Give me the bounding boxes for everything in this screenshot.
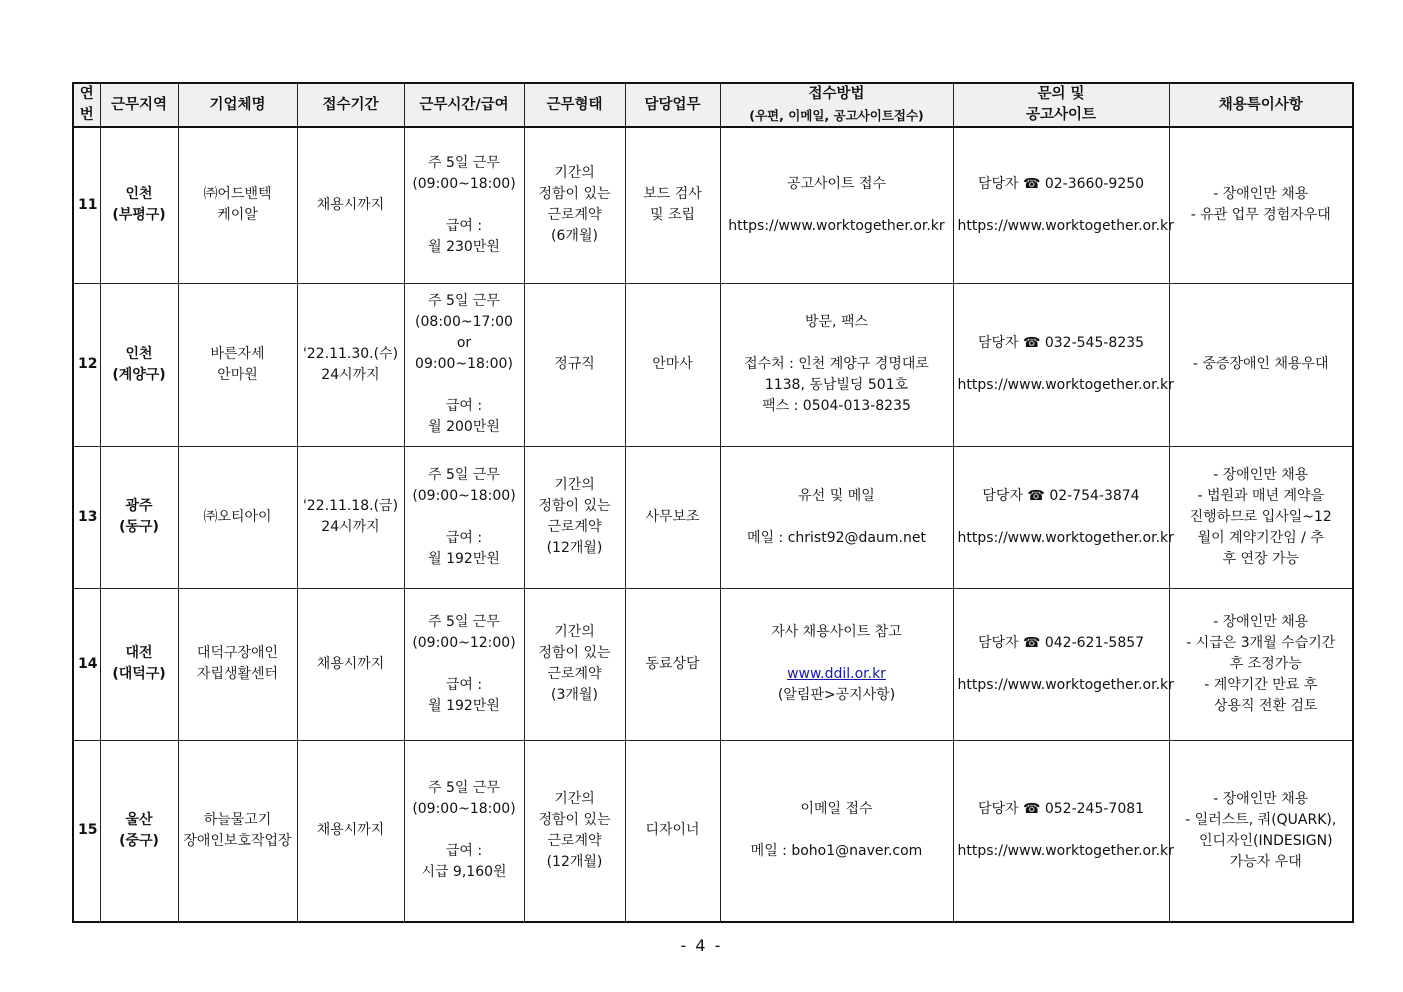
duty-cell: 디자이너 [625, 740, 720, 922]
period-cell: 채용시까지 [297, 740, 404, 922]
region-cell: 울산 (중구) [100, 740, 178, 922]
method-cell: 방문, 팩스 접수처 : 인천 계양구 경명대로 1138, 동남빌딩 501호 팩스 : 0504-013-8235 [720, 283, 953, 446]
duty-cell: 안마사 [625, 283, 720, 446]
job-listings-table [72, 82, 1354, 923]
table-row [73, 588, 1353, 740]
hours-cell: 주 5일 근무 (09:00~18:00) 급여 : 시급 9,160원 [404, 740, 524, 922]
period-cell: 채용시까지 [297, 588, 404, 740]
header-company: 기업체명 [178, 83, 297, 127]
contact-phone: 담당자 ☎ 042-621-5857 [977, 634, 1145, 651]
notes-cell: - 장애인만 채용 - 유관 업무 경험자우대 [1169, 127, 1353, 283]
region-cell: 광주 (동구) [100, 446, 178, 588]
period-cell: 채용시까지 [297, 127, 404, 283]
company-cell: ㈜오티아이 [178, 446, 297, 588]
method-cell: 유선 및 메일 메일 : christ92@daum.net [720, 446, 953, 588]
company-site-link[interactable]: www.ddil.or.kr [787, 666, 886, 682]
type-cell: 기간의 정함이 있는 근로계약 (12개월) [524, 740, 625, 922]
header-duty: 담당업무 [625, 83, 720, 127]
header-period: 접수기간 [297, 83, 404, 127]
page-number: - 4 - [680, 936, 723, 955]
duty-cell: 사무보조 [625, 446, 720, 588]
region-cell: 인천 (계양구) [100, 283, 178, 446]
hours-cell: 주 5일 근무 (09:00~18:00) 급여 : 월 192만원 [404, 446, 524, 588]
contact-cell [953, 446, 1174, 588]
contact-site-link[interactable]: https://www.worktogether.or.kr [957, 843, 1174, 860]
contact-phone: 담당자 ☎ 032-545-8235 [977, 335, 1145, 351]
type-cell: 기간의 정함이 있는 근로계약 (3개월) [524, 588, 625, 740]
row-number: 11 [73, 127, 100, 283]
header-method: 접수방법 (우편, 이메일, 공고사이트접수) [720, 83, 953, 127]
company-cell: 바른자세 안마원 [178, 283, 297, 446]
contact-cell [953, 283, 1174, 446]
table-row [73, 446, 1353, 588]
table-row [73, 127, 1353, 283]
method-url-link[interactable]: https://www.worktogether.or.kr [728, 217, 945, 234]
company-cell: 대덕구장애인 자립생활센터 [178, 588, 297, 740]
header-hours: 근무시간/급여 [404, 83, 524, 127]
company-cell: 하늘물고기 장애인보호작업장 [178, 740, 297, 922]
header-region: 근무지역 [100, 83, 178, 127]
row-number: 14 [73, 588, 100, 740]
table-row [73, 740, 1353, 922]
header-type: 근무형태 [524, 83, 625, 127]
type-cell: 정규직 [524, 283, 625, 446]
hours-cell: 주 5일 근무 (08:00~17:00 or 09:00~18:00) 급여 : 월 200만원 [404, 283, 524, 446]
row-number: 12 [73, 283, 100, 446]
duty-cell: 동료상담 [625, 588, 720, 740]
hours-cell: 주 5일 근무 (09:00~12:00) 급여 : 월 192만원 [404, 588, 524, 740]
period-cell: '22.11.18.(금) 24시까지 [297, 446, 404, 588]
table-header-row [73, 83, 1353, 127]
contact-site-link[interactable]: https://www.worktogether.or.kr [957, 377, 1174, 393]
contact-site-link[interactable]: https://www.worktogether.or.kr [957, 529, 1174, 546]
contact-cell [953, 588, 1174, 740]
table-row [73, 283, 1353, 446]
hours-cell: 주 5일 근무 (09:00~18:00) 급여 : 월 230만원 [404, 127, 524, 283]
header-notes: 채용특이사항 [1169, 83, 1353, 127]
region-cell: 대전 (대덕구) [100, 588, 178, 740]
method-cell: 공고사이트 접수 https://www.worktogether.or.kr [720, 127, 953, 283]
duty-cell: 보드 검사 및 조립 [625, 127, 720, 283]
contact-phone: 담당자 ☎ 02-3660-9250 [977, 175, 1145, 192]
method-cell: 이메일 접수 메일 : boho1@naver.com [720, 740, 953, 922]
contact-phone: 담당자 ☎ 052-245-7081 [977, 801, 1145, 818]
contact-cell [953, 740, 1174, 922]
notes-cell: - 장애인만 채용 - 시급은 3개월 수습기간 후 조정가능 - 계약기간 만료 후 상용직 전환 검토 [1169, 588, 1353, 740]
period-cell: '22.11.30.(수) 24시까지 [297, 283, 404, 446]
contact-phone: 담당자 ☎ 02-754-3874 [982, 487, 1140, 504]
contact-cell [953, 127, 1174, 283]
row-number: 15 [73, 740, 100, 922]
region-cell: 인천 (부평구) [100, 127, 178, 283]
company-cell: ㈜어드밴텍 케이알 [178, 127, 297, 283]
notes-cell: - 장애인만 채용 - 법원과 매년 계약을 진행하므로 입사일~12 월이 계약기간임 / 추 후 연장 가능 [1169, 446, 1353, 588]
row-number: 13 [73, 446, 100, 588]
contact-site-link[interactable]: https://www.worktogether.or.kr [957, 217, 1174, 234]
header-no: 연 번 [73, 83, 100, 127]
method-cell: 자사 채용사이트 참고 www.ddil.or.kr (알림판>공지사항) [720, 588, 953, 740]
notes-cell: - 장애인만 채용 - 일러스트, 쿼(QUARK), 인디자인(INDESIGN) 가능자 우대 [1169, 740, 1353, 922]
type-cell: 기간의 정함이 있는 근로계약 (12개월) [524, 446, 625, 588]
contact-site-link[interactable]: https://www.worktogether.or.kr [957, 676, 1174, 693]
notes-cell: - 중증장애인 채용우대 [1169, 283, 1353, 446]
header-contact: 문의 및 공고사이트 [953, 83, 1169, 127]
type-cell: 기간의 정함이 있는 근로계약 (6개월) [524, 127, 625, 283]
